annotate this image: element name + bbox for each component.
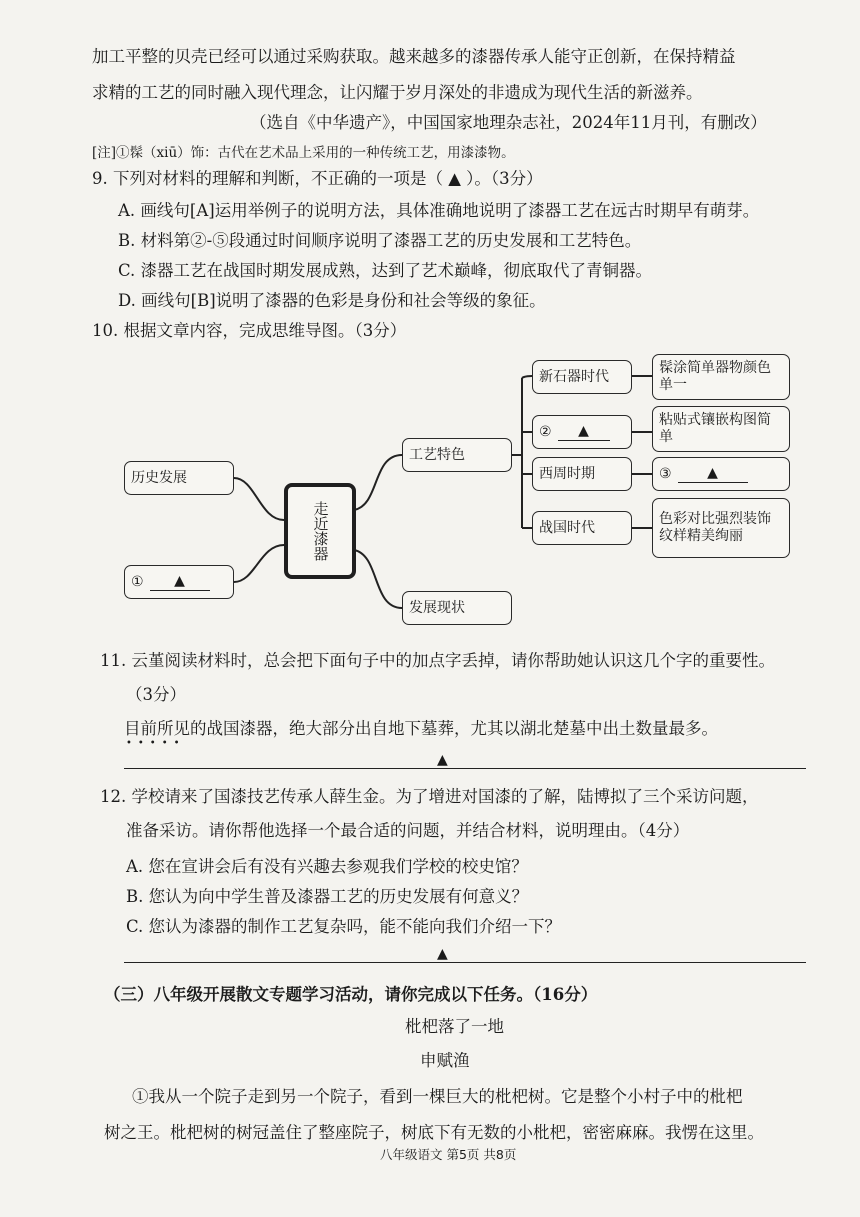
q10-stem: 10. 根据文章内容，完成思维导图。（3分）: [92, 321, 407, 340]
blank-1-marker: ▲: [150, 573, 210, 591]
q9-option-b: B. 材料第②-⑤段通过时间顺序说明了漆器工艺的历史发展和工艺特色。: [118, 231, 642, 250]
q11-answer-line: [124, 768, 806, 769]
blank-1-label: ①: [131, 573, 144, 590]
node-blank-1: [124, 565, 234, 599]
section-3-heading: （三）八年级开展散文专题学习活动，请你完成以下任务。（16分）: [104, 985, 598, 1004]
q11-answer-marker: ▲: [437, 752, 448, 768]
era-neolithic: 新石器时代: [532, 360, 632, 394]
q11-sentence: 目前所见的战国漆器，绝大部分出自地下墓葬，尤其以湖北楚墓中出土数量最多。: [124, 719, 718, 738]
essay-author: 申赋渔: [420, 1051, 470, 1070]
essay-title: 枇杷落了一地: [405, 1017, 504, 1036]
feature-neolithic: 髹涂简单器物颜色单一: [652, 354, 790, 400]
feature-blank-2: 粘贴式镶嵌构图简单: [652, 406, 790, 452]
annotation-note: [注]①髹（xiū）饰：古代在艺术品上采用的一种传统工艺，用漆漆物。: [92, 145, 515, 161]
essay-para-1-line-1: ①我从一个院子走到另一个院子，看到一棵巨大的枇杷树。它是整个小村子中的枇杷: [132, 1087, 743, 1106]
q12-option-c: C. 您认为漆器的制作工艺复杂吗，能不能向我们介绍一下？: [126, 917, 562, 936]
q12-answer-line: [124, 962, 806, 963]
intro-line-1: 加工平整的贝壳已经可以通过采购获取。越来越多的漆器传承人能守正创新，在保持精益: [92, 47, 736, 66]
q12-option-a: A. 您在宣讲会后有没有兴趣去参观我们学校的校史馆？: [126, 857, 528, 876]
blank-3-label: ③: [659, 465, 672, 482]
q9-option-c: C. 漆器工艺在战国时期发展成熟，达到了艺术巅峰，彻底取代了青铜器。: [118, 261, 653, 280]
blank-2-marker: ▲: [558, 423, 610, 441]
feature-warring-states: 色彩对比强烈装饰纹样精美绚丽: [652, 498, 790, 558]
emphasis-dots: •••••: [126, 738, 186, 749]
intro-line-2: 求精的工艺的同时融入现代理念，让闪耀于岁月深处的非遗成为现代生活的新滋养。: [92, 83, 703, 102]
essay-para-1-line-2: 树之王。枇杷树的树冠盖住了整座院子，树底下有无数的小枇杷，密密麻麻。我愣在这里。: [104, 1123, 764, 1142]
q9-option-d: D. 画线句[B]说明了漆器的色彩是身份和社会等级的象征。: [118, 291, 546, 310]
node-craft: 工艺特色: [402, 438, 512, 472]
q12-stem-2: 准备采访。请你帮他选择一个最合适的问题，并结合材料，说明理由。（4分）: [126, 821, 690, 840]
q11-score: （3分）: [126, 685, 186, 704]
era-warring-states: 战国时代: [532, 511, 632, 545]
q9-stem: 9. 下列对材料的理解和判断，不正确的一项是（ ▲ ）。（3分）: [92, 169, 543, 188]
node-history: 历史发展: [124, 461, 234, 495]
q9-option-a: A. 画线句[A]运用举例子的说明方法，具体准确地说明了漆器工艺在远古时期早有萌芽。: [118, 201, 760, 220]
q12-answer-marker: ▲: [437, 946, 448, 962]
blank-3-marker: ▲: [678, 465, 748, 483]
era-blank-2: [532, 415, 632, 449]
mind-map-center: 走近漆器: [284, 483, 356, 579]
blank-2-label: ②: [539, 423, 552, 440]
page-footer: 八年级语文 第5页 共8页: [380, 1147, 517, 1162]
era-western-zhou: 西周时期: [532, 457, 632, 491]
feature-blank-3: [652, 457, 790, 491]
node-status: 发展现状: [402, 591, 512, 625]
q11-stem: 11. 云堇阅读材料时，总会把下面句子中的加点字丢掉，请你帮助她认识这几个字的重要性。: [100, 651, 775, 670]
source-citation: （选自《中华遗产》，中国国家地理杂志社，2024年11月刊，有删改）: [250, 113, 767, 132]
q12-option-b: B. 您认为向中学生普及漆器工艺的历史发展有何意义？: [126, 887, 529, 906]
q12-stem-1: 12. 学校请来了国漆技艺传承人薛生金。为了增进对国漆的了解，陆博拟了三个采访问题，: [100, 787, 759, 806]
